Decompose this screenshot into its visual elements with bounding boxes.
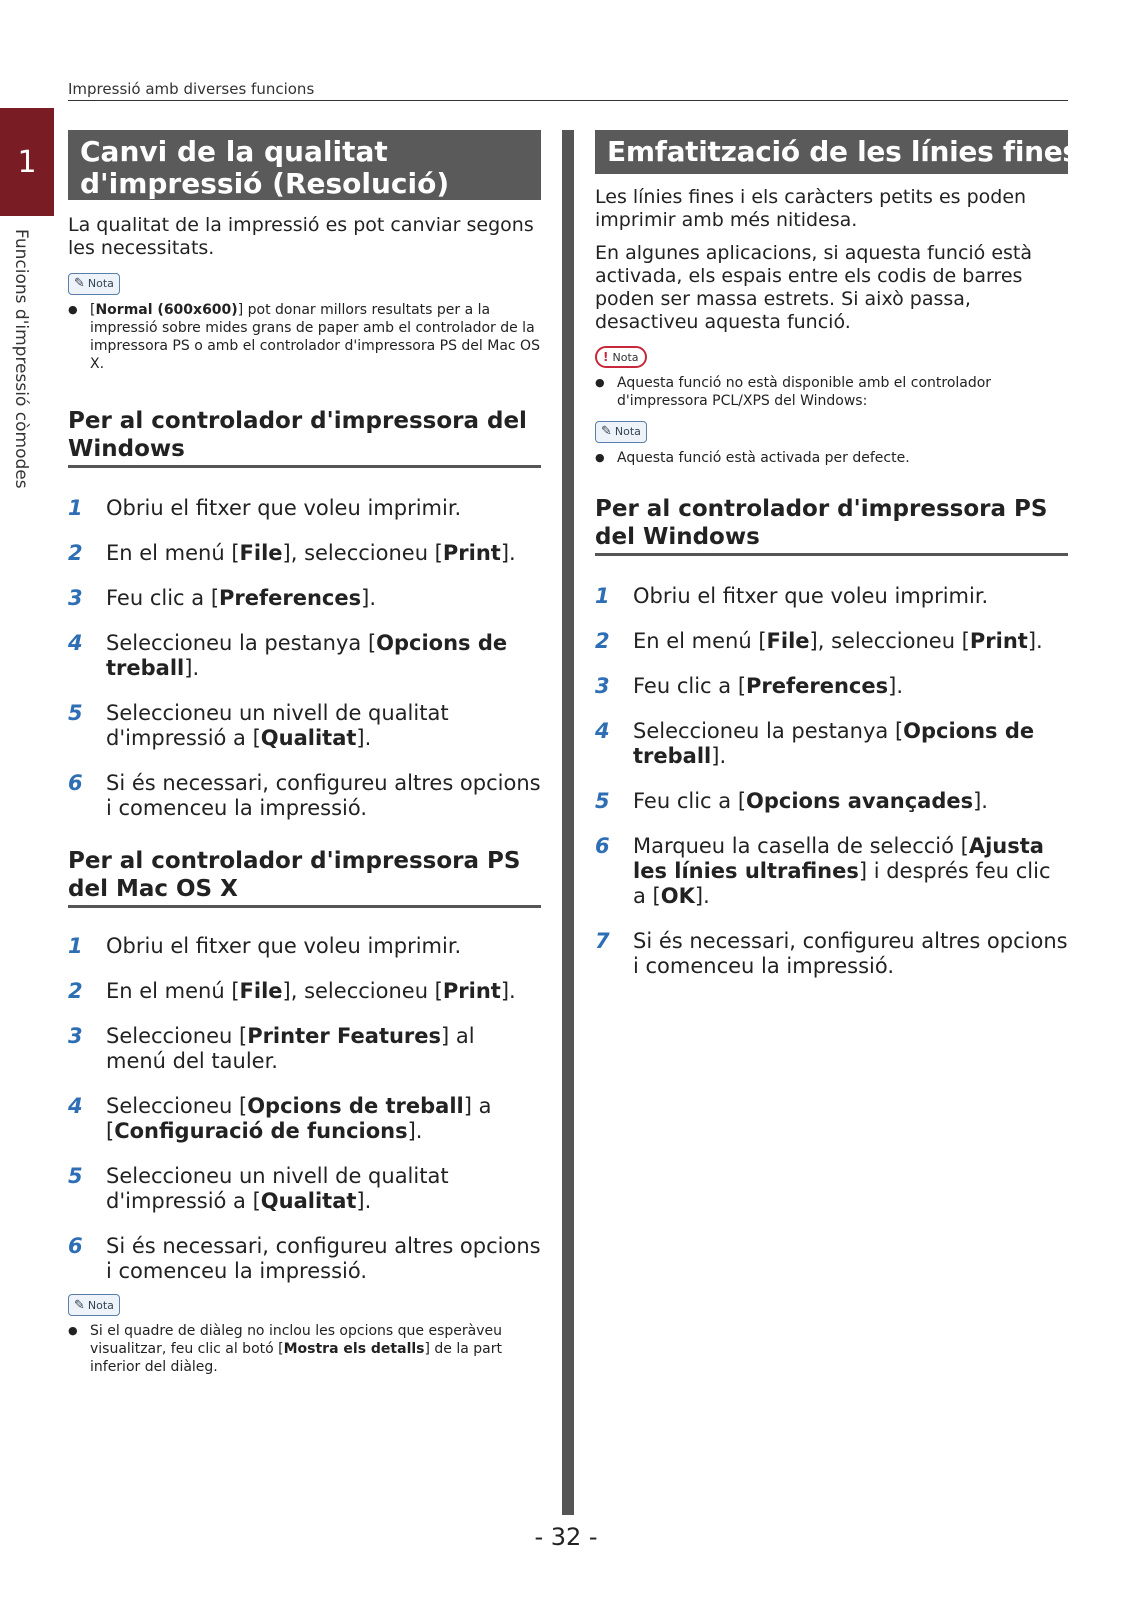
list-item: 1 Obriu el fitxer que voleu imprimir. — [68, 933, 462, 958]
mac-step-list — [68, 934, 541, 1284]
note-badge: ✎ Nota — [595, 421, 647, 443]
exclamation-icon: ! — [603, 350, 609, 364]
pencil-icon: ✎ — [74, 276, 85, 291]
mac-heading: Per al controlador d'impressora PS del Mac OS X — [68, 847, 541, 908]
column-divider — [562, 130, 574, 1515]
right-column — [595, 130, 1079, 979]
note-text: ● [Normal (600x600)] pot donar millors resultats per a la impressió sobre mides grans de paper amb el controlador de la impressora PS o amb el controlador d'impressora PS del Mac OS X. — [68, 301, 541, 373]
pencil-icon: ✎ — [74, 1297, 85, 1313]
list-item: 4 Seleccioneu la pestanya [Opcions de treball]. — [68, 630, 508, 680]
list-item: 1 Obriu el fitxer que voleu imprimir. — [68, 495, 462, 520]
list-item: 3 Seleccioneu [Printer Features] al menú del tauler. — [68, 1023, 475, 1073]
windows-step-list — [68, 496, 541, 821]
chapter-side-label: Funcions d'impressió còmodes — [11, 229, 31, 489]
note-block — [68, 1294, 541, 1317]
note-text: ● Aquesta funció està activada per defecte. — [595, 449, 1068, 467]
header-rule — [68, 100, 1068, 101]
intro-paragraph: Les línies fines i els caràcters petits es poden imprimir amb més nitidesa. — [595, 186, 1027, 231]
list-item: 2 En el menú [File], seleccioneu [Print]. — [68, 978, 516, 1003]
note-badge: ✎ Nota — [68, 1294, 120, 1316]
body-paragraph: En algunes aplicacions, si aquesta funció està activada, els espais entre els codis de barres poden ser massa estrets. Si això passa, desactiveu aquesta funció. — [595, 242, 1033, 333]
warning-badge: ! Nota — [595, 346, 647, 368]
list-item: 6 Marqueu la casella de selecció [Ajusta les línies ultrafines] i després feu clic a [OK]. — [595, 833, 1051, 908]
list-item: 4 Seleccioneu [Opcions de treball] a [Configuració de funcions]. — [68, 1093, 492, 1143]
list-item: 5 Seleccioneu un nivell de qualitat d'impressió a [Qualitat]. — [68, 1163, 449, 1213]
windows-heading: Per al controlador d'impressora del Windows — [68, 407, 541, 468]
note-block — [595, 420, 1068, 443]
list-item: 3 Feu clic a [Preferences]. — [68, 585, 376, 610]
list-item: 1 Obriu el fitxer que voleu imprimir. — [595, 583, 989, 608]
page-number: - 32 - — [534, 1523, 598, 1551]
note-text: ● Si el quadre de diàleg no inclou les opcions que esperàveu visualitzar, feu clic al botó [Mostra els detalls] de la part inferior del diàleg. — [68, 1322, 541, 1376]
chapter-number: 1 — [17, 144, 37, 180]
list-item: 6 Si és necessari, configureu altres opcions i comenceu la impressió. — [68, 1233, 541, 1283]
ps-step-list — [595, 584, 1068, 979]
intro-paragraph: La qualitat de la impressió es pot canviar segons les necessitats. — [68, 214, 534, 259]
section-title: Canvi de la qualitat d'impressió (Resolució) — [68, 130, 541, 200]
list-item: 6 Si és necessari, configureu altres opcions i comenceu la impressió. — [68, 770, 541, 820]
list-item: 7 Si és necessari, configureu altres opcions i comenceu la impressió. — [595, 928, 1068, 978]
list-item: 5 Feu clic a [Opcions avançades]. — [595, 788, 988, 813]
note-block — [68, 272, 541, 295]
chapter-tab — [0, 108, 54, 216]
pencil-icon: ✎ — [601, 424, 612, 439]
list-item: 2 En el menú [File], seleccioneu [Print]. — [68, 540, 516, 565]
left-column — [68, 130, 541, 1376]
warning-text: ● Aquesta funció no està disponible amb el controlador d'impressora PCL/XPS del Windows: — [595, 374, 1068, 410]
list-item: 3 Feu clic a [Preferences]. — [595, 673, 903, 698]
section-title: Emfatització de les línies fines — [595, 130, 1068, 174]
ps-windows-heading: Per al controlador d'impressora PS del Windows — [595, 495, 1068, 556]
running-header: Impressió amb diverses funcions — [68, 80, 315, 98]
list-item: 4 Seleccioneu la pestanya [Opcions de treball]. — [595, 718, 1035, 768]
note-badge: ✎ Nota — [68, 273, 120, 295]
list-item: 2 En el menú [File], seleccioneu [Print]. — [595, 628, 1043, 653]
warning-block — [595, 346, 1068, 368]
list-item: 5 Seleccioneu un nivell de qualitat d'impressió a [Qualitat]. — [68, 700, 449, 750]
